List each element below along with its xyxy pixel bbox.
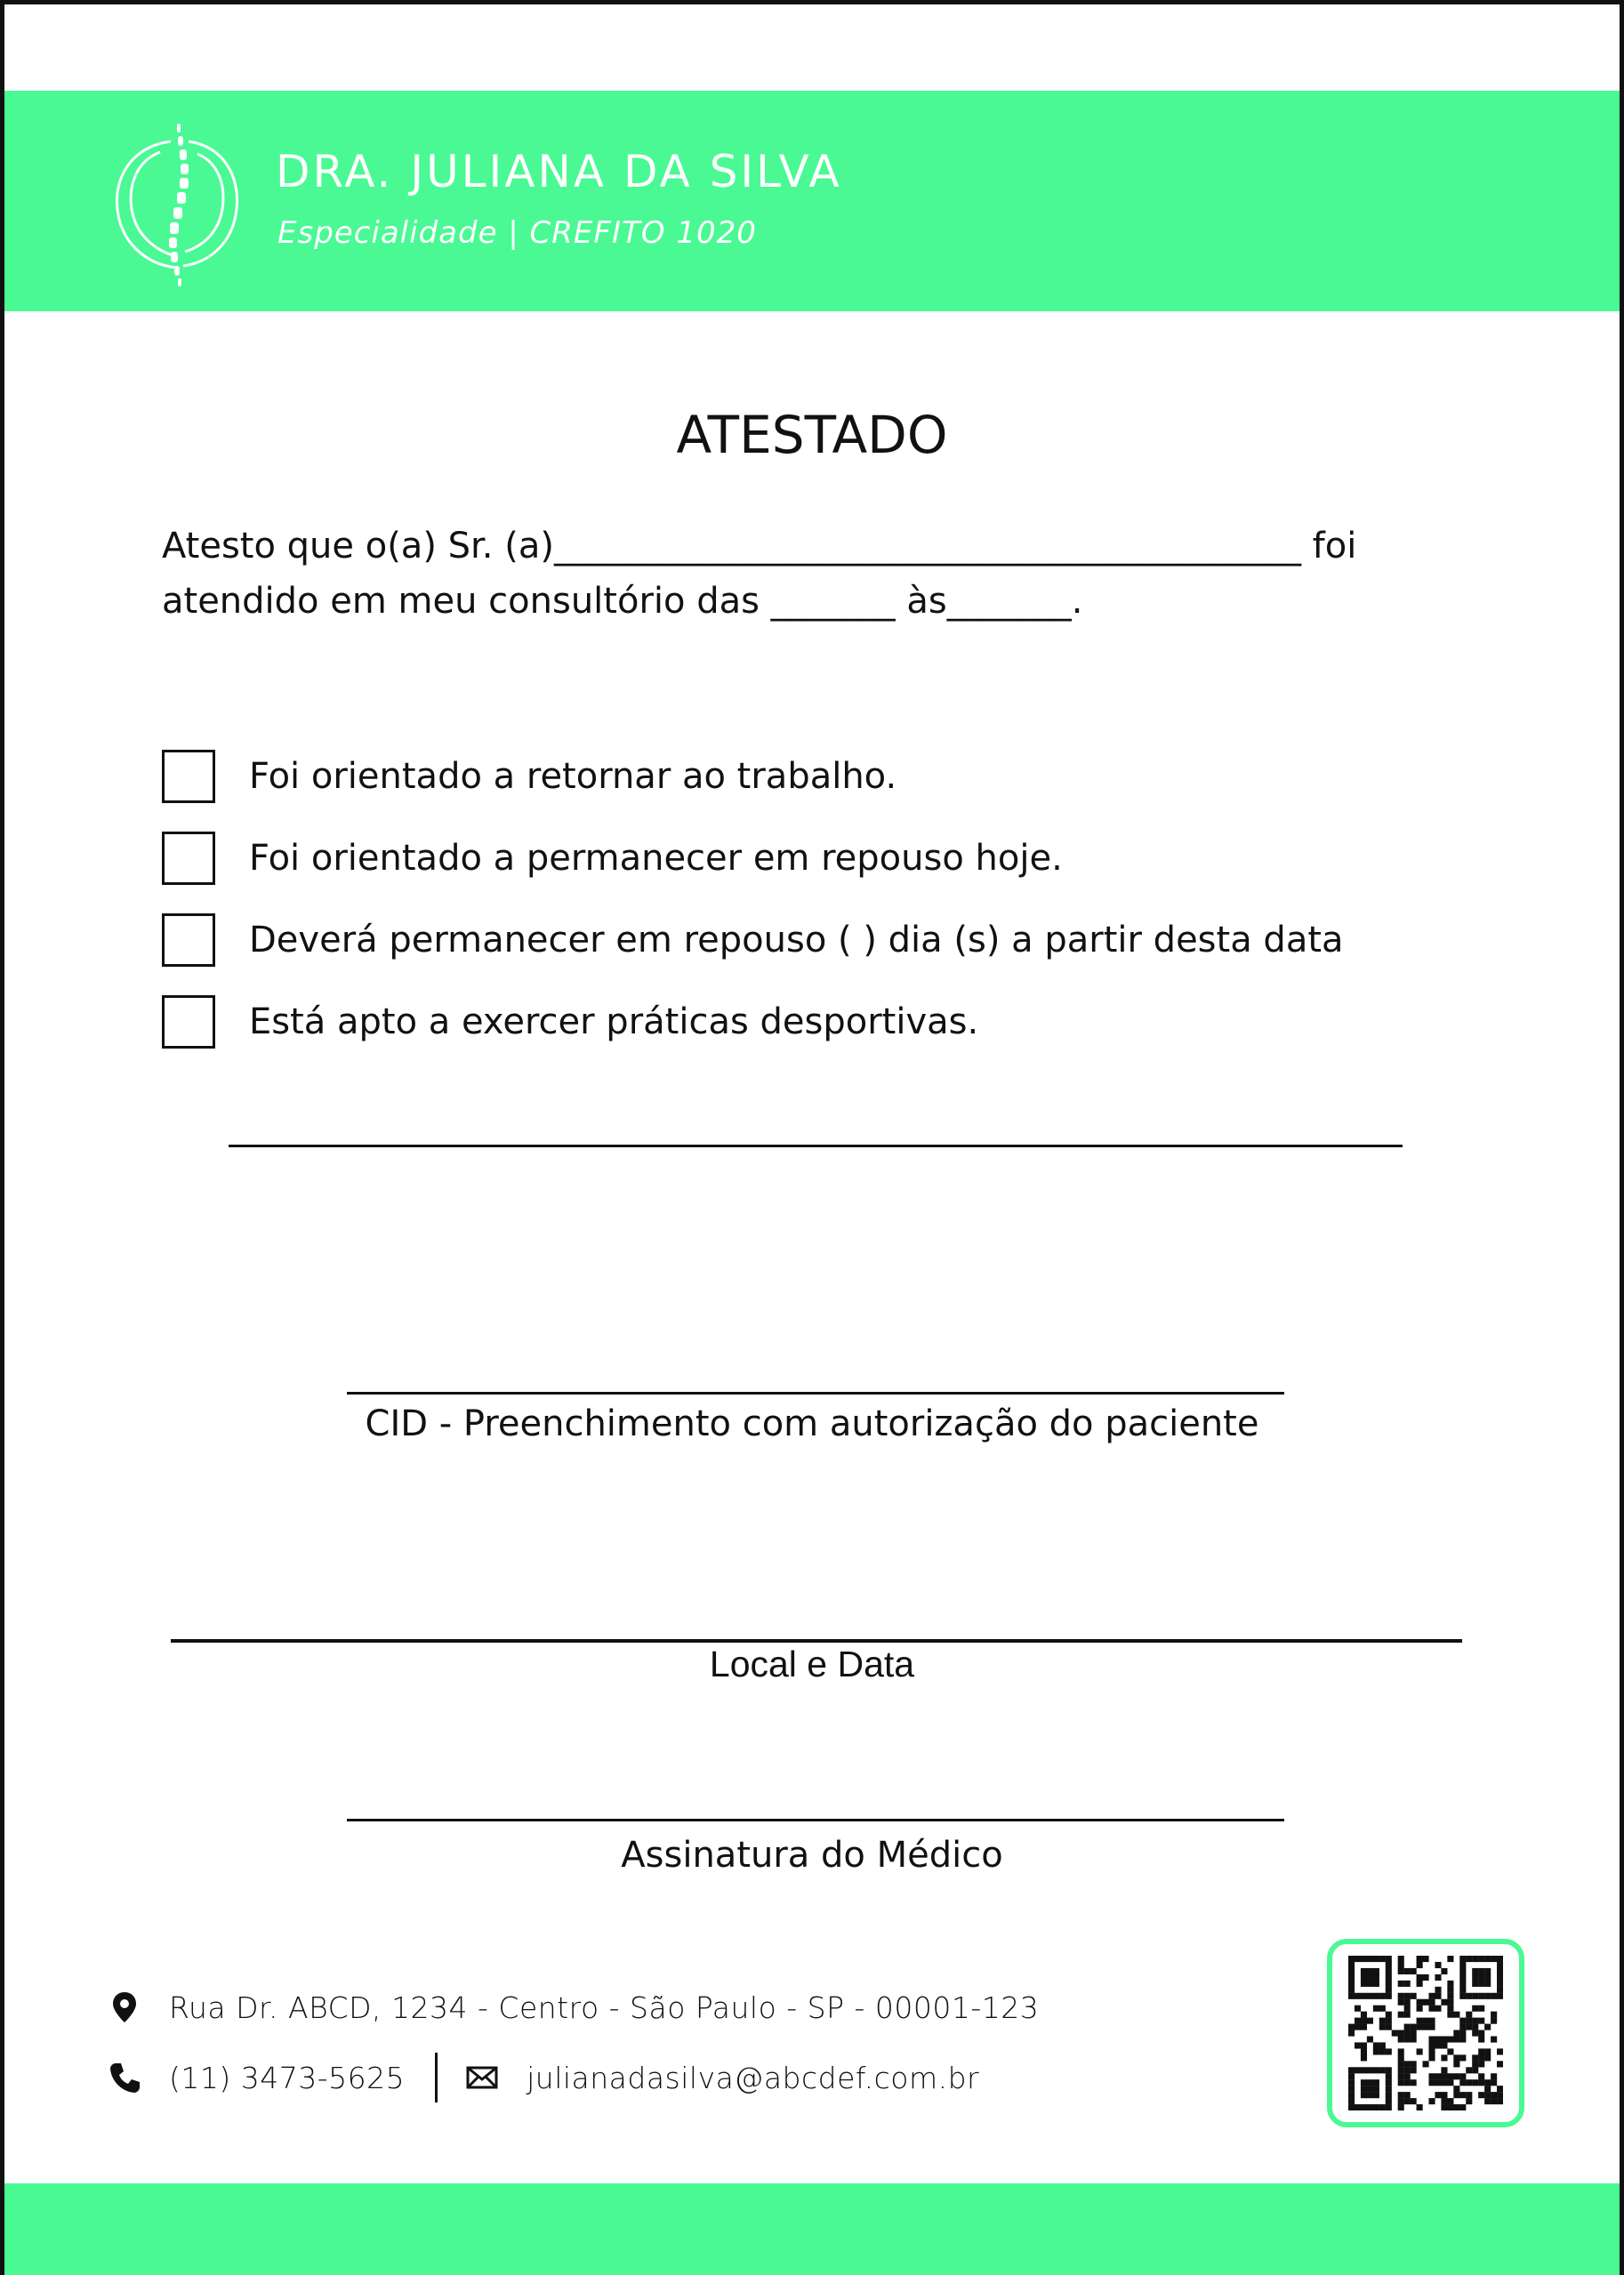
phone-text: (11) 3473-5625 — [169, 2060, 406, 2095]
checklist-item — [162, 899, 1344, 981]
qr-code-icon — [1348, 1956, 1503, 2110]
spine-logo-icon — [107, 122, 249, 286]
attestation-text — [162, 519, 1460, 629]
envelope-icon — [464, 2060, 500, 2095]
email-text: julianadasilva@abcdef.com.br — [527, 2060, 980, 2095]
attestation-line-2: atendido em meu consultório das _______ às_______. — [162, 581, 1083, 622]
checklist-item — [162, 981, 1344, 1063]
observation-line — [229, 1145, 1403, 1147]
checkbox[interactable] — [162, 750, 215, 803]
phone-icon — [107, 2060, 142, 2095]
signature-caption: Assinatura do Médico — [621, 1835, 1003, 1876]
address-row — [107, 1990, 1039, 2025]
cid-caption: CID - Preenchimento com autorização do paciente — [365, 1403, 1259, 1444]
local-date-caption: Local e Data — [709, 1644, 915, 1684]
cid-line — [347, 1392, 1284, 1395]
checklist-label: Está apto a exercer práticas desportivas. — [249, 1001, 979, 1042]
checkbox[interactable] — [162, 913, 215, 967]
location-pin-icon — [107, 1990, 142, 2025]
checklist — [162, 736, 1344, 1063]
address-text: Rua Dr. ABCD, 1234 - Centro - São Paulo - SP - 00001-123 — [169, 1990, 1040, 2025]
doctor-subtitle: Especialidade | CREFITO 1020 — [277, 215, 757, 251]
contact-row — [107, 2053, 979, 2102]
local-date-line — [171, 1639, 1462, 1643]
checkbox[interactable] — [162, 832, 215, 885]
qr-code-frame — [1327, 1939, 1524, 2127]
checklist-item — [162, 736, 1344, 817]
footer-band — [4, 2183, 1620, 2275]
checklist-item — [162, 817, 1344, 899]
checklist-label: Foi orientado a permanecer em repouso hoje. — [249, 838, 1063, 879]
doctor-name: DRA. JULIANA DA SILVA — [276, 146, 842, 197]
checkbox[interactable] — [162, 995, 215, 1049]
checklist-label: Foi orientado a retornar ao trabalho. — [249, 756, 897, 797]
contact-divider — [435, 2053, 438, 2102]
signature-line — [347, 1819, 1284, 1821]
header-band — [4, 91, 1620, 311]
checklist-label: Deverá permanecer em repouso ( ) dia (s) a partir desta data — [249, 920, 1344, 961]
attestation-line-1: Atesto que o(a) Sr. (a)__________________________________________ foi — [162, 526, 1357, 567]
page-title: ATESTADO — [676, 405, 948, 465]
